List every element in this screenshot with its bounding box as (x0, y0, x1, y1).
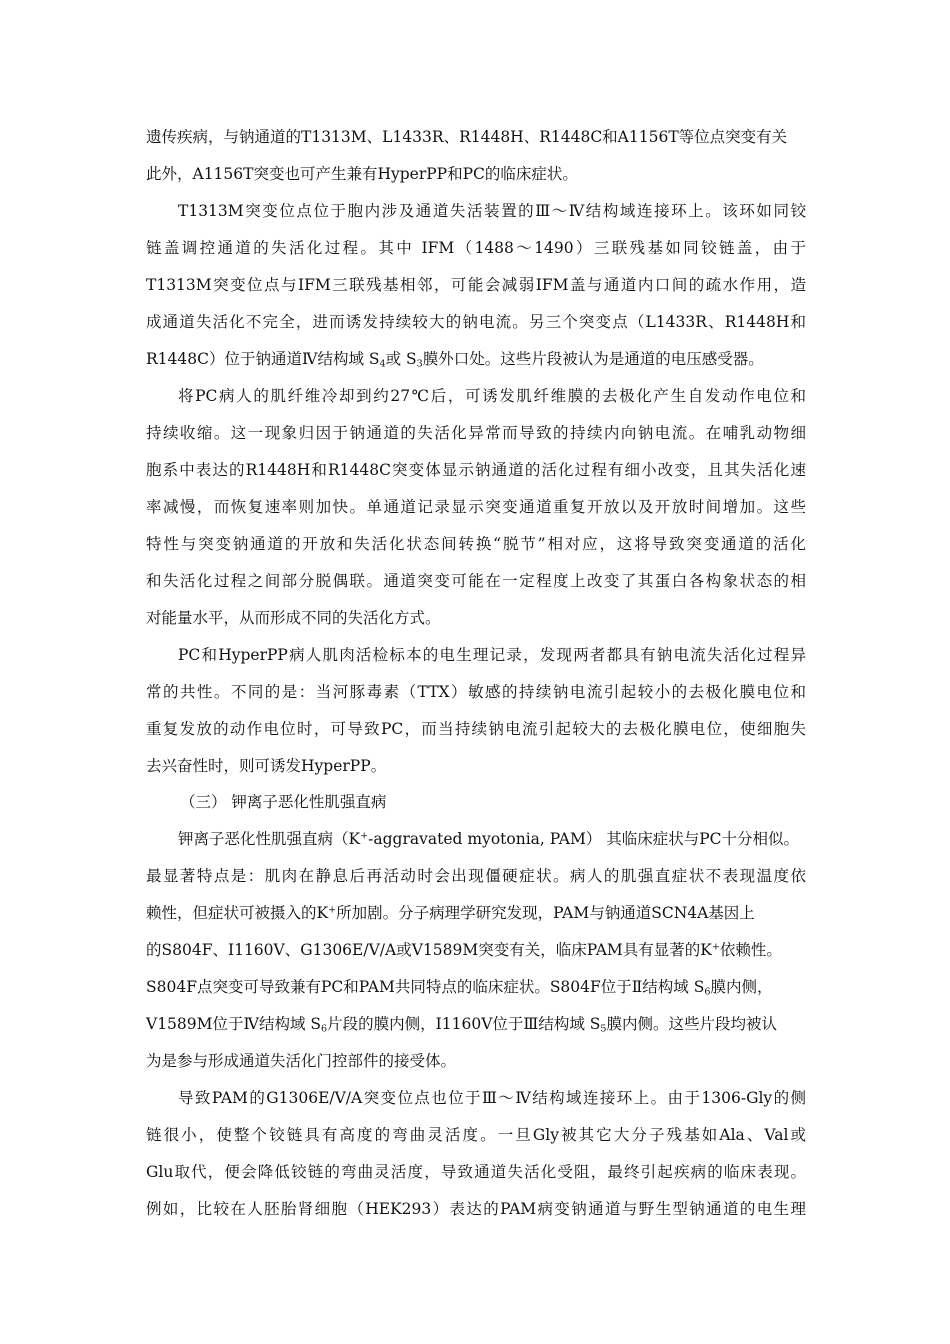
text-segment: 所加剧。分子病理学研究发现，PAM与钠通道SCN4A基因上 (336, 904, 755, 922)
subscript: 6 (704, 986, 711, 998)
text-line: 为是参与形成通道失活化门控部件的接受体。 (146, 1052, 457, 1070)
text-segment: 膜外口处。这些片段被认为是通道的电压感受器。 (422, 350, 764, 368)
text-line: 对能量水平，从而形成不同的失活化方式。 (146, 609, 441, 627)
paragraph-first-line: 将PC病人的肌纤维冷却到约27℃后，可诱发肌纤维膜的去极化产生自发动作电位和 (178, 387, 806, 405)
text-segment: 膜内侧， (710, 978, 773, 996)
text-line: 链盖调控通道的失活化过程。其中 IFM（1488～1490）三联残基如同铰链盖，由于 (146, 239, 806, 257)
text-line: 遗传疾病，与钠通道的T1313M、L1433R、R1448H、R1448C和A1156T等位点突变有关 (146, 128, 788, 146)
text-line: 持续收缩。这一现象归因于钠通道的失活化异常而导致的持续内向钠电流。在哺乳动物细 (146, 424, 806, 442)
text-line: 此外，A1156T突变也可产生兼有HyperPP和PC的临床症状。 (146, 165, 578, 183)
text-segment: 或 S (385, 350, 417, 368)
text-segment: 的S804F、I1160V、G1306E/V/A或V1589M突变有关，临床PAM具有显著的K (146, 941, 712, 959)
text-line: 去兴奋性时，则可诱发HyperPP。 (146, 757, 387, 775)
text-segment: 钾离子恶化性肌强直病（K (178, 830, 361, 848)
text-line: 常的共性。不同的是：当河豚毒素（TTX）敏感的持续钠电流引起较小的去极化膜电位和 (146, 683, 806, 701)
subscript: 6 (321, 1023, 328, 1035)
paragraph-first-line: 导致PAM的G1306E/V/A突变位点也位于Ⅲ～Ⅳ结构域连接环上。由于1306-Gly的侧 (178, 1089, 806, 1107)
text-line (146, 903, 755, 923)
text-line (146, 1014, 777, 1034)
text-line: 例如，比较在人胚胎肾细胞（HEK293）表达的PAM病变钠通道与野生型钠通道的电生理 (146, 1200, 806, 1218)
subscript: 4 (379, 358, 386, 370)
text-line: 最显著特点是：肌肉在静息后再活动时会出现僵硬症状。病人的肌强直症状不表现温度依 (146, 867, 806, 885)
text-segment: 赖性，但症状可被摄入的K (146, 904, 329, 922)
superscript: + (711, 941, 720, 953)
subscript: 5 (600, 1023, 607, 1035)
text-line: 和失活化过程之间部分脱偶联。通道突变可能在一定程度上改变了其蛋白各构象状态的相 (146, 572, 806, 590)
text-line: T1313M突变位点与IFM三联残基相邻，可能会减弱IFM盖与通道内口间的疏水作用，造 (146, 276, 806, 294)
paragraph-first-line: T1313M突变位点位于胞内涉及通道失活装置的Ⅲ～Ⅳ结构域连接环上。该环如同铰 (178, 202, 806, 220)
text-segment: 片段的膜内侧，I1160V位于Ⅲ结构域 S (327, 1015, 601, 1033)
text-line: 成通道失活化不完全，进而诱发持续较大的钠电流。另三个突变点（L1433R、R1448H和 (146, 313, 806, 331)
superscript: + (328, 904, 337, 916)
text-line: 重复发放的动作电位时，可导致PC，而当持续钠电流引起较大的去极化膜电位，使细胞失 (146, 720, 806, 738)
text-line (146, 349, 764, 369)
text-segment: R1448C）位于钠通道Ⅳ结构域 S (146, 350, 380, 368)
section-heading: （三） 钾离子恶化性肌强直病 (180, 793, 387, 811)
text-segment: -aggravated myotonia, PAM） 其临床症状与PC十分相似。 (368, 830, 800, 848)
text-line: 特性与突变钠通道的开放和失活化状态间转换“脱节”相对应，这将导致突变通道的活化 (146, 535, 806, 553)
subscript: 3 (416, 358, 423, 370)
text-line (146, 940, 782, 960)
text-segment: 膜内侧。这些片段均被认 (606, 1015, 778, 1033)
text-line: 胞系中表达的R1448H和R1448C突变体显示钠通道的活化过程有细小改变，且其失活化速 (146, 461, 806, 479)
text-segment: S804F点突变可导致兼有PC和PAM共同特点的临床症状。S804F位于Ⅱ结构域 S (146, 978, 705, 996)
paragraph-first-line: PC和HyperPP病人肌肉活检标本的电生理记录，发现两者都具有钠电流失活化过程异 (178, 646, 806, 664)
text-line: Glu取代，便会降低铰链的弯曲灵活度，导致通道失活化受阻，最终引起疾病的临床表现。 (146, 1163, 806, 1181)
superscript: + (360, 830, 369, 842)
text-line: 率减慢，而恢复速率则加快。单通道记录显示突变通道重复开放以及开放时间增加。这些 (146, 498, 806, 516)
text-line: 链很小，使整个铰链具有高度的弯曲灵活度。一旦Gly被其它大分子残基如Ala、Val或 (146, 1126, 806, 1144)
text-segment: 依赖性。 (719, 941, 782, 959)
text-line (146, 977, 772, 997)
text-segment: V1589M位于Ⅳ结构域 S (146, 1015, 322, 1033)
paragraph-first-line (178, 829, 799, 849)
